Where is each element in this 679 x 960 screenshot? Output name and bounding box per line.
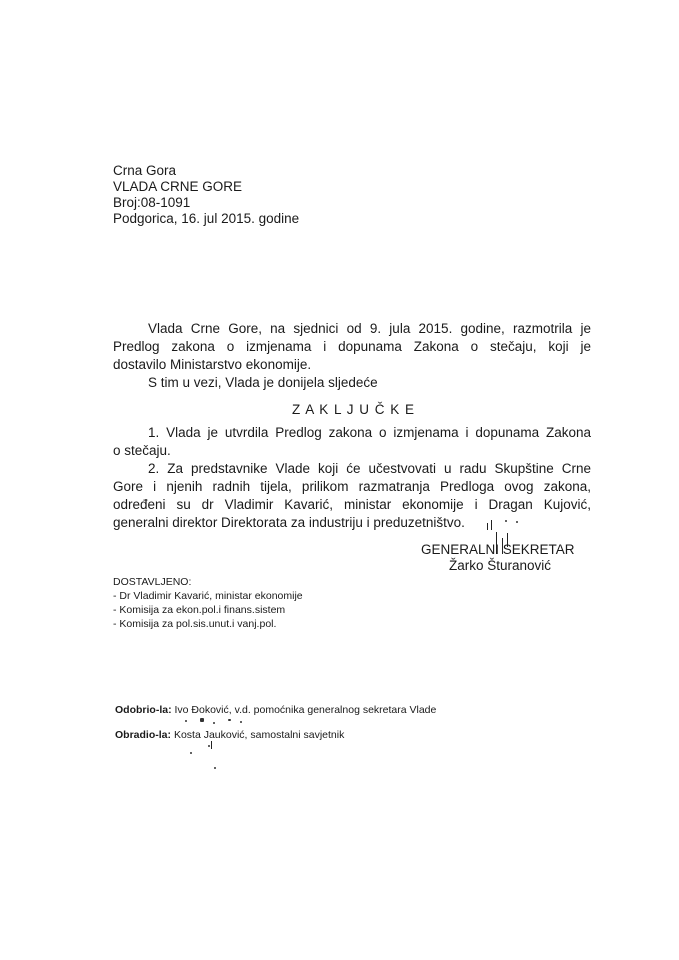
place-and-date: Podgorica, 16. jul 2015. godine [113, 211, 300, 226]
delivered-item: - Dr Vladimir Kavarić, ministar ekonomije [113, 590, 303, 602]
point-2-line-3: određeni su dr Vladimir Kavarić, ministar ekonomije i Dragan Kujović, [113, 497, 591, 512]
delivered-item: - Komisija za ekon.pol.i finans.sistem [113, 604, 286, 616]
intro-line-2: Predlog zakona o izmjenama i dopunama Zakona o stečaju, koji je [113, 339, 591, 354]
processed-value: Kosta Jauković, samostalni savjetnik [173, 729, 345, 741]
signatory-title: GENERALNI SEKRETAR [421, 542, 575, 557]
processed-label: Obradio-la: [115, 729, 172, 741]
country-name: Crna Gora [113, 163, 177, 178]
conclusions-title: Z A K L J U Č K E [292, 402, 416, 417]
intro-line-3: dostavilo Ministarstvo ekonomije. [113, 357, 312, 372]
document-number: Broj:08-1091 [113, 195, 191, 210]
approved-value: Ivo Đoković, v.d. pomoćnika generalnog sekretara Vlade [174, 704, 437, 716]
approved-by-row [115, 704, 436, 717]
delivered-heading: DOSTAVLJENO: [113, 576, 192, 588]
point-2-line-1: 2. Za predstavnike Vlade koji će učestvovati u radu Skupštine Crne [148, 461, 591, 476]
point-1-line-1: 1. Vlada je utvrdila Predlog zakona o izmjenama i dopunama Zakona [148, 425, 591, 440]
signatory-name: Žarko Šturanović [449, 558, 552, 573]
point-2-line-4: generalni direktor Direktorata za industriju i preduzetništvo. [113, 515, 465, 530]
approved-label: Odobrio-la: [115, 704, 172, 716]
delivered-item: - Komisija za pol.sis.unut.i vanj.pol. [113, 618, 277, 630]
point-1-line-2: o stečaju. [113, 443, 171, 458]
intro-line-4: S tim u vezi, Vlada je donijela sljedeće [148, 375, 378, 390]
processed-by-row [115, 729, 344, 742]
point-2-line-2: Gore i njenih radnih tijela, prilikom razmatranja Predloga ovog zakona, [113, 479, 591, 494]
intro-line-1: Vlada Crne Gore, na sjednici od 9. jula 2015. godine, razmotrila je [148, 321, 591, 336]
government-name: VLADA CRNE GORE [113, 179, 243, 194]
